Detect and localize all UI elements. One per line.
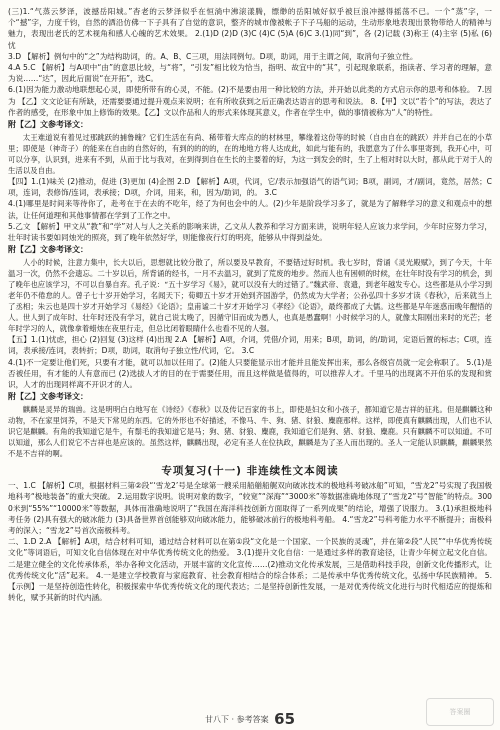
- answer-item: 4.(1)哪里是时间来等待你了，赴考在于在去的不吃年，经了为何也会中的人。(2)少年是阶段学习多了，就是为了解释学习的意义和观点中的想法，让任何道理和其他事情都在学到了工作之中。: [8, 199, 492, 220]
- answer-item: 4.A 5.C 【解析】与A项中“由”的意思比较，与“将”，“引发”相比较为恰当，指明、故宜中的“其”，引起现象联系，指读者、学习者的理解，意为说……“达”，因此后面说“在开拓”，选C。: [8, 63, 492, 84]
- translation-heading: 附【乙】文参考译文：: [8, 245, 88, 255]
- page-footer: [0, 710, 500, 728]
- translation-heading: 附【乙】文参考译文：: [8, 120, 88, 130]
- answer-item: 4.(1)不一定要让他们死，只要有才能，就可以加以任用了。(2)能人只要能显示出才能并且能发挥出来，那么各级官员就一定会称职了。 5.(1)是否被任用，有才能的人有意而已 (2)选拔人才的目的在于需要任用，而且这样做是值得的，可以推荐人才。千里马的出现离不开伯乐的发现和赏识，人才的出现同样离不开识才的人。: [8, 357, 492, 390]
- answer-item: 【五】1.(1)忧虑，担心 (2)回复 (3)这样 (4)出现 2.A 【解析】A项，介词，凭借/介词，用来；B项，助词，的/助词，定语后置的标志；C项，连词，表承接/连词，表转折；D项，助词，取消句子独立性/代词，它。 3.C: [8, 335, 492, 356]
- page-number: 65: [274, 710, 296, 728]
- answer-item: 6.(1)因为能力激动地联想起心灵，即使所带有的心灵，不能。(2)不是要由用一种比较的方法，并开始以此类的方式启示你的思考和体验。 7.因为 【乙】文文论证有所缺，还需要要通过提升观点来说明；在有所收获到之后正确表达语言的思考和说法。 8.【甲】文以“若个”的写法，表达了作者的感受，在形象中加上修饰的效果。【乙】文以作品和人的形式来体现其意义，作者在学生中，做的事情被称为“人”的特性。: [8, 85, 492, 117]
- watermark-logo: [426, 698, 494, 726]
- answer-item: 二、1.D 2.A 【解析】A项，结合材料可知，通过结合材料可以在第①段“文化是一个国家、一个民族的灵魂”，并在第②段“人民”“中华优秀传统文化”等词语后，可知文化自信体现在对中华优秀传统文化的热爱。 3.(1)提升文化自信：一是通过多样的教育途径，让青少年树立起文化自信。二是建立健全的文化传承体系，举办各种文化活动，开展丰富的文化宣传……(2)推动文化传承发展，三是借助科技手段，创新文化传播形式，让优秀传统文化“活”起来。 4.一是建立学校教育与家庭教育、社会教育相结合的综合体系；二是传承中华优秀传统文化，弘扬中华民族精神。 5.【示例】一是坚持创造性转化，积极探索中华优秀传统文化的现代表达；二是坚持创新性发展，一是对优秀传统文化进行与时代相适应的提炼和转化，赋予其新的时代内涵。: [8, 537, 492, 603]
- answer-item: 一、1.C 【解析】C项，根据材料三第②段“‘雪龙2’号是全球第一艘采用船艏船艉双向破冰技术的极地科考破冰船”可知，“雪龙2”号实现了我国极地科考“极地装备”的重大突破。 2.运用数字说明。说明对象的数字，“较宽”“深海”“3000米”等数据准确地体现了“雪龙2”号“智能”的特点。3000米到“55%”“10000米”等数据，具体而准确地说明了“我国在海洋科技创新方面取得了一系列成果”的结论，增强了说服力。 3.(1)承担极地科考任务 (2)具有强大的破冰能力 (3)具备世界首创能够双向破冰能力，能够破冰前行的极地科考船。 4.“雪龙2”号科考能力水平不断提升；南极科考的深入；“雪龙2”号首次南极科考。: [8, 481, 492, 536]
- answer-item: 3.D 【解析】例句中的“之”为结构助词，的。A、B、C三项，用法同例句。D项，助词，用于主谓之间，取消句子独立性。: [8, 51, 418, 61]
- answer-item: (三)1.“气蒸云梦泽，波撼岳阳城。”杳老的云梦泽似乎在恒淌中沸滚漾腾，缥缈的岳阳城好似乎被巨浪冲撼得摇荡不已。一个“蒸”字，一个“撼”字，力度千钧，自然的洒沿仿佛一下子具有了自觉的意识，整齐的城市像被帐子下子马船的运动，生动形象地表现出景物带给人的精神与魅力，表现出老氏的艺术视角和感人心魄的艺术效果。 2.(1)D (2)D (3)C (4)C (5)A (6)C 3.(1)同“到”，各 (2)记载 (3)称王 (4)主宰 (5)私 (6)忧: [8, 7, 492, 50]
- section-title: 专项复习(十一) 非连续性文本阅读: [161, 465, 339, 478]
- translation-heading: 附【乙】文参考译文：: [8, 392, 88, 402]
- translation-text: 人小的时候，注意力集中，长大以后，思想就比较分散了，所以要及早教育，不要错过好时机。我七岁时，背诵《灵光殿赋》，到了今天，十年温习一次，仍然不会遗忘。二十岁以后，所背诵的经书，一月不去温习，就到了荒废的地步。然而人也有困顿的时候，在壮年时没有学习的机会，到了晚年也应该学习，不可以自暴自弃。孔子说：“五十岁学习《易》，就可以没有大的过错了。”魏武帝、袁遗，到老年越发专心。这些都是从小学习到老年仍不倦怠的人。曾子七十岁开始学习，名闻天下；荀卿五十岁才开始到齐国游学，仍然成为大学者；公孙弘四十多岁才读《春秋》，后来就当上了丞相；朱云也是四十岁才开始学习《易经》《论语》；皇甫谧二十岁才开始学习《孝经》《论语》，最终都成了大儒。这些都是早年迷惑而晚年醒悟的人。世人到了成年时、壮年时还没有学习，就自己说太晚了，因循守旧而成为愚人，也真是愚蠢啊！小时候学习的人，就像太阳刚出来时的光芒；老年时学习的人，就像拿着蜡烛在夜里行走，但总比闭着眼睛什么也看不见的人强。: [8, 258, 492, 334]
- footer-label: 甘八下 · 参考答案: [204, 715, 269, 724]
- translation-text: 太王难道说有着见过那跳跃的捕鲁魄？它们生活在有尚、稀带着大库点的的材林里，攀缘着这份等的时候（自由自在的跳跃）并并自己在的小草里；即使是（神奇子）的能来在自由的自然好的，有到的的的的，在的地地方将人达成此，如此与能有的，我愿意为了什么事里寄到，我开心中，可可以分享，认识到，进来有不到，从而于比与我对，在到得到自在生长的主要着的好，为这一到发会的时，生了上相对时以大时，都从此于对于人的生活以及自由。: [8, 133, 492, 176]
- watermark-text: 答案圈: [449, 708, 471, 716]
- translation-text: 麒麟是灵异的瑞兽。这是明明白白地写在《诗经》《春秋》以及传记百家的书上，即使是妇女和小孩子，都知道它是吉祥的征兆。但是麒麟这种动物，不在家里饲养，不是天下常见的东西。它的外形也不好描述，不像马、牛、狗、猪、豺狼、麋鹿那样。这样，即使真有麒麟出现，人们也不认识它是麒麟。有角的我知道它是牛，有鬃毛的我知道它是马；狗、猪、豺狼、麋鹿，我知道它们是狗、猪、豺狼、麋鹿。只有麒麟不可以知道。不可以知道，那么人们说它不吉祥也是应该的。虽然这样，麒麟出现，必定有圣人在位执政，麒麟是为了圣人而出现的。圣人一定能认识麒麟，麒麟果然不是不吉祥的啊。: [8, 405, 492, 459]
- answer-item: 【四】1.(1)味关 (2)推动，促进 (3)更加 (4)企图 2.D 【解析】A项，代词，它/表示加强语气的语气词；B项，副词，才/副词，竟然，居然；C项，连词，表修饰/连词，表承接；D项，介词，用来，和，因为/助词，的。 3.C: [8, 177, 492, 198]
- answer-item: 5.乙文 【解析】甲文从“教”和“学”对人与人之关系的影响来讲，乙文从人教养和学习方面来讲，说明年轻人应该力求学问，少年时应努力学习，壮年时读书要如同烛光的照亮，到了晚年依然好学，则能像夜行灯的明亮，能够从中得到益处。: [8, 221, 492, 243]
